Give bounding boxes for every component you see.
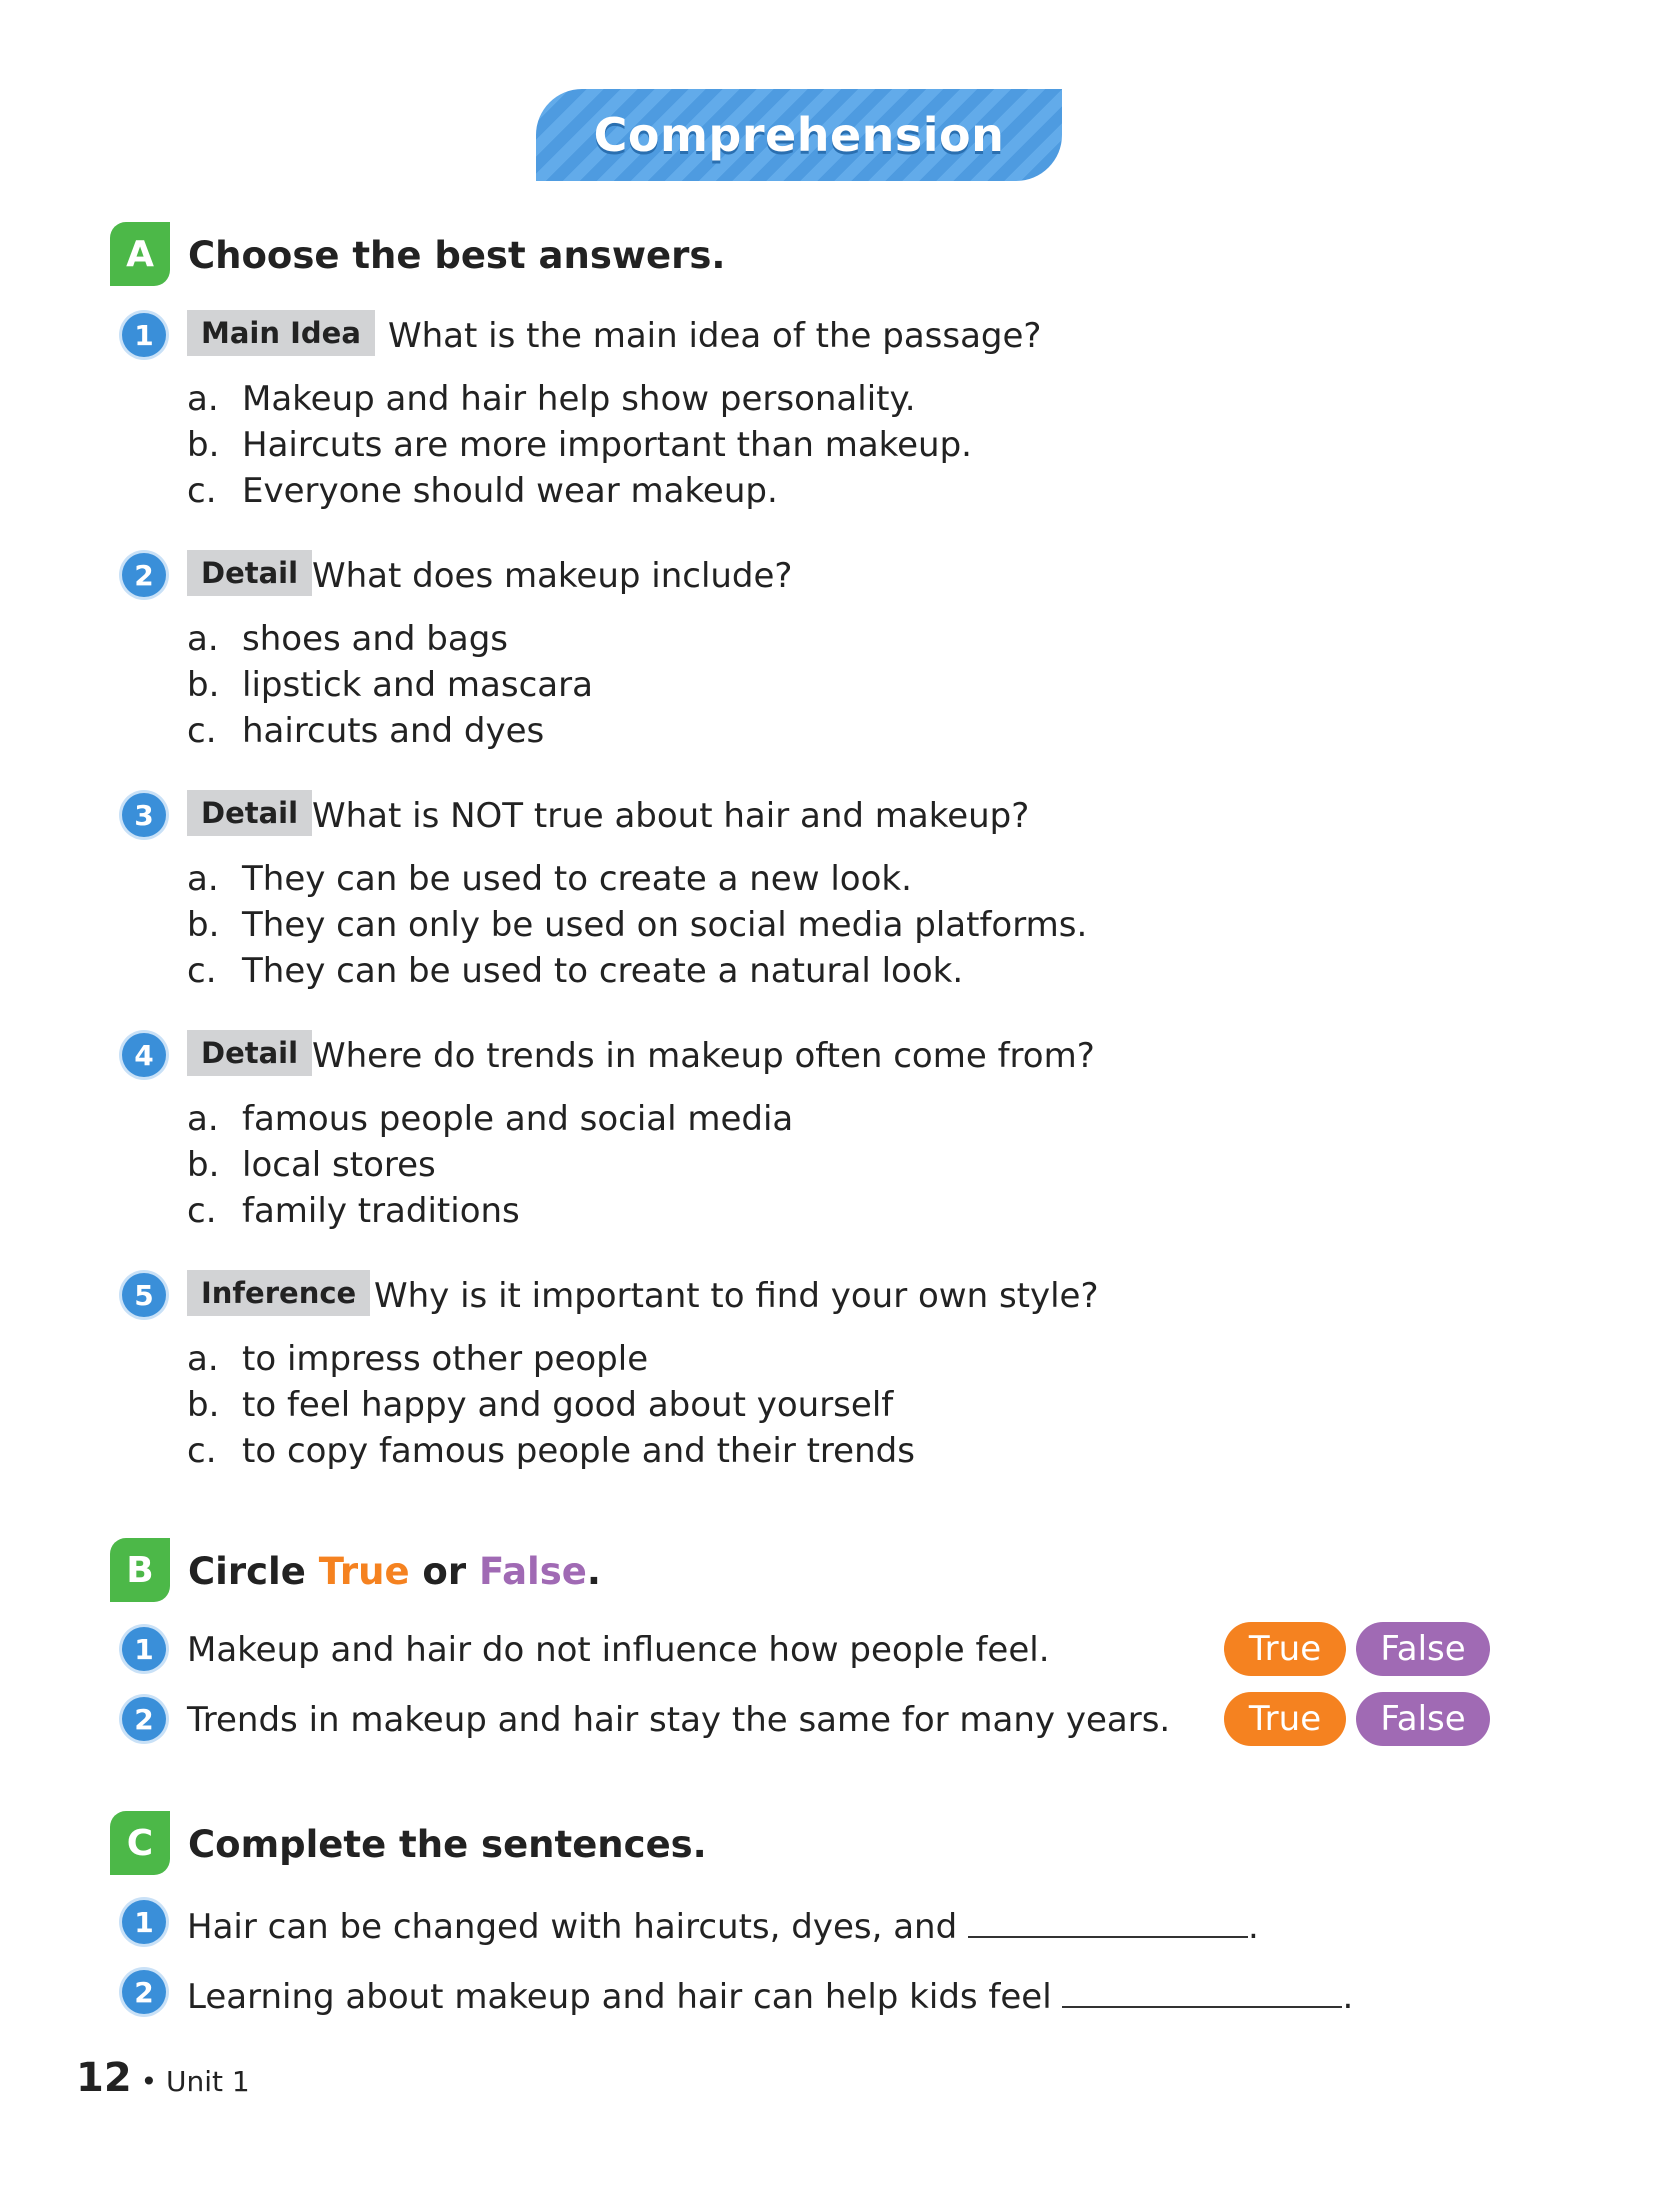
question-1-option-c[interactable]: c. Everyone should wear makeup. [187,471,778,511]
question-5-text: Why is it important to find your own style? [374,1276,1099,1316]
page-title: Comprehension [593,108,1005,162]
question-5-option-a[interactable]: a. to impress other people [187,1339,649,1379]
question-1-option-a[interactable]: a. Makeup and hair help show personality. [187,379,916,419]
section-b-badge: B [110,1538,170,1602]
question-2-option-c[interactable]: c. haircuts and dyes [187,711,545,751]
section-b-title: Circle True or False. [188,1550,601,1593]
sentence-1: Hair can be changed with haircuts, dyes, and . [187,1907,1259,1947]
tf-1-false-button[interactable]: False [1356,1622,1490,1676]
question-4-tag: Detail [187,1030,312,1076]
section-a-badge: A [110,222,170,286]
question-2-number: 2 [122,553,166,597]
question-3-number: 3 [122,793,166,837]
question-3-option-a[interactable]: a. They can be used to create a new look. [187,859,912,899]
sentence-2-number: 2 [122,1970,166,2014]
question-4-option-a[interactable]: a. famous people and social media [187,1099,794,1139]
question-5-option-c[interactable]: c. to copy famous people and their trends [187,1431,915,1471]
question-1-tag: Main Idea [187,310,375,356]
question-3-tag: Detail [187,790,312,836]
tf-1-true-button[interactable]: True [1224,1622,1346,1676]
sentence-2-blank[interactable] [1062,1976,1342,2008]
question-3-text: What is NOT true about hair and makeup? [312,796,1030,836]
question-4-option-b[interactable]: b. local stores [187,1145,436,1185]
comprehension-banner [536,89,1062,181]
sentence-2: Learning about makeup and hair can help kids feel . [187,1977,1354,2017]
question-5-option-b[interactable]: b. to feel happy and good about yourself [187,1385,894,1425]
question-4-text: Where do trends in makeup often come from? [312,1036,1095,1076]
page-footer: 12 • Unit 1 [76,2055,250,2101]
tf-2-false-button[interactable]: False [1356,1692,1490,1746]
question-5-tag: Inference [187,1270,370,1316]
tf-1-number: 1 [122,1627,166,1671]
tf-2-number: 2 [122,1697,166,1741]
question-4-number: 4 [122,1033,166,1077]
question-3-option-c[interactable]: c. They can be used to create a natural look. [187,951,964,991]
section-c-title: Complete the sentences. [188,1823,707,1866]
unit-label: Unit 1 [166,2065,250,2098]
tf-2-text: Trends in makeup and hair stay the same for many years. [187,1700,1171,1740]
question-5-number: 5 [122,1273,166,1317]
question-2-text: What does makeup include? [312,556,793,596]
tf-1-text: Makeup and hair do not influence how people feel. [187,1630,1050,1670]
page-number: 12 [76,2055,132,2101]
question-2-option-b[interactable]: b. lipstick and mascara [187,665,593,705]
question-2-tag: Detail [187,550,312,596]
sentence-1-blank[interactable] [968,1906,1248,1938]
question-1-option-b[interactable]: b. Haircuts are more important than makeup. [187,425,972,465]
tf-2-true-button[interactable]: True [1224,1692,1346,1746]
question-3-option-b[interactable]: b. They can only be used on social media platforms. [187,905,1088,945]
question-1-number: 1 [122,313,166,357]
question-2-option-a[interactable]: a. shoes and bags [187,619,508,659]
section-a-title: Choose the best answers. [188,234,726,277]
question-4-option-c[interactable]: c. family traditions [187,1191,520,1231]
question-1-text: What is the main idea of the passage? [388,316,1042,356]
section-c-badge: C [110,1811,170,1875]
sentence-1-number: 1 [122,1900,166,1944]
